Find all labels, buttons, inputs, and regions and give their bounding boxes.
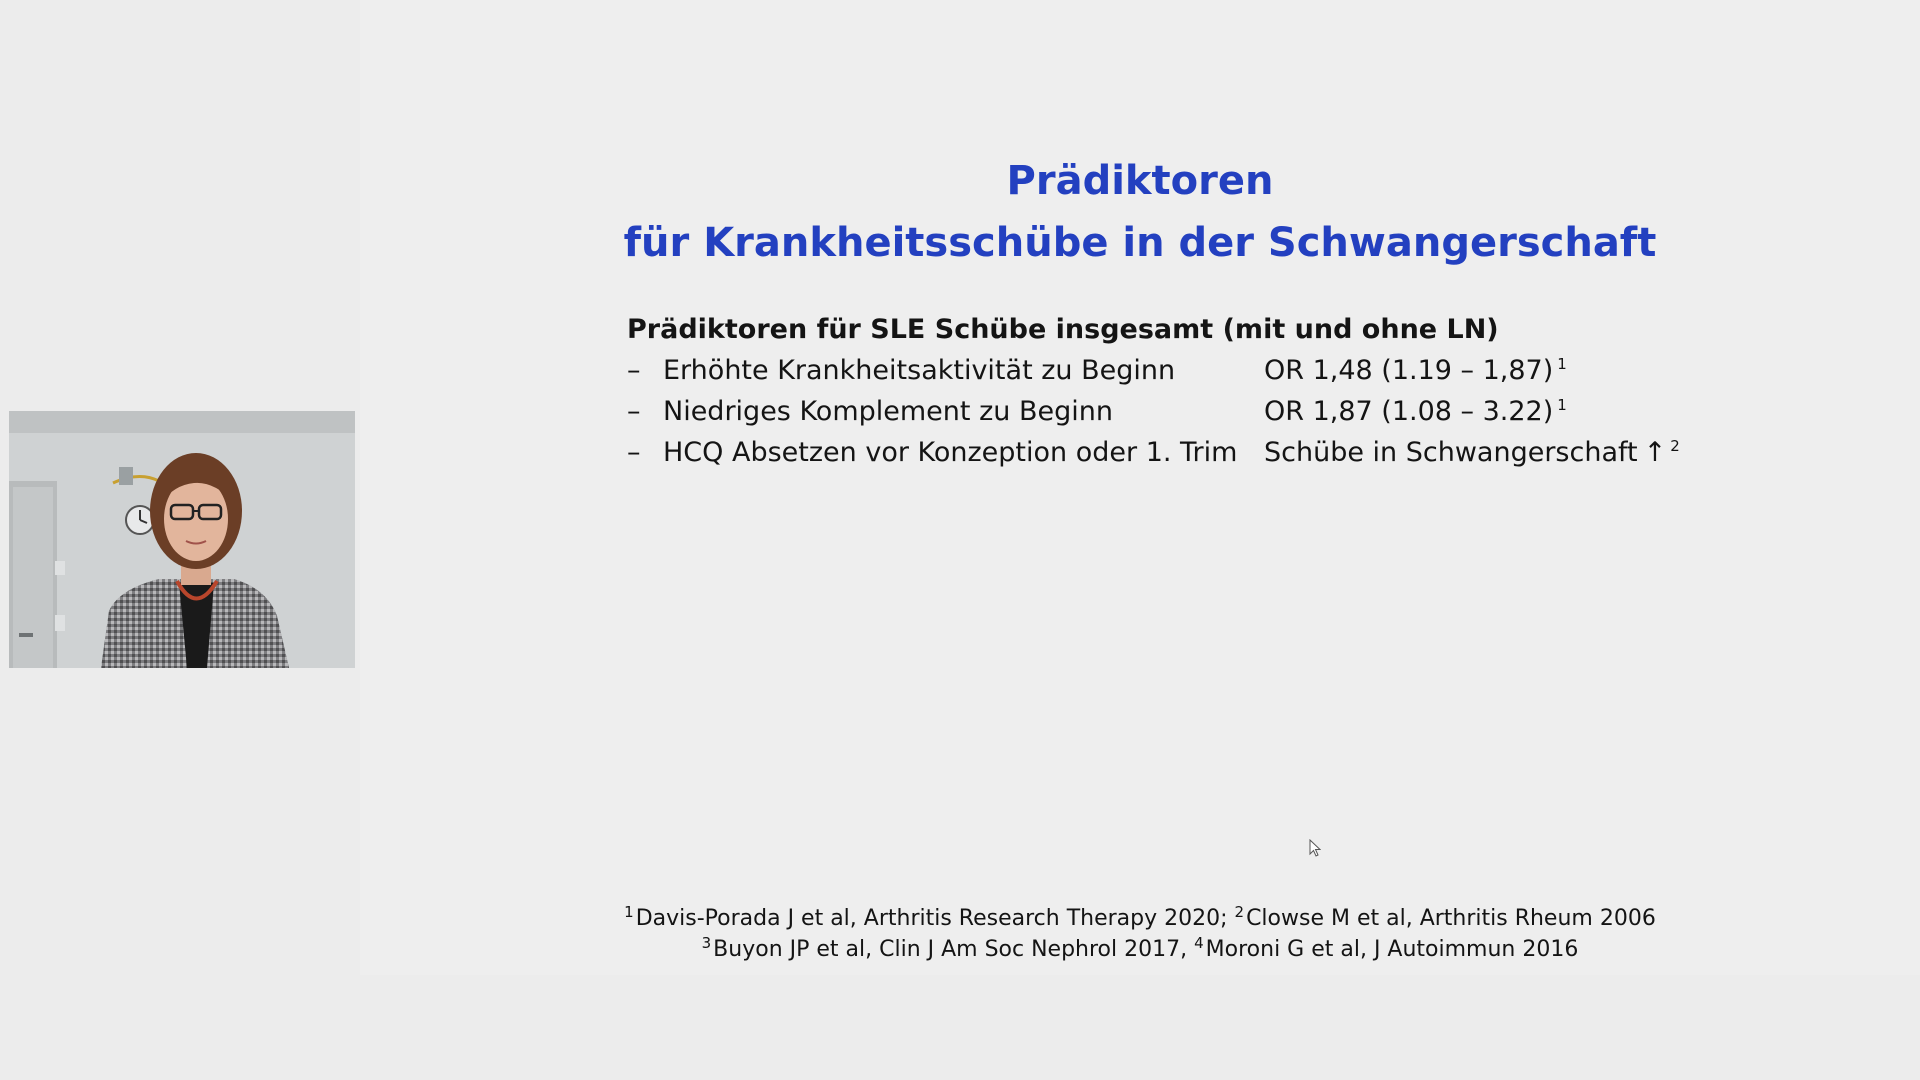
- slide-title: [360, 150, 1920, 274]
- slide-title-line-1: Prädiktoren: [1006, 158, 1274, 204]
- mouse-cursor-icon: [1309, 839, 1321, 857]
- reference-text: Moroni G et al, J Autoimmun 2016: [1205, 937, 1579, 962]
- bullet-dash: –: [627, 437, 641, 468]
- reference-number: 4: [1194, 933, 1204, 952]
- item-value: Schübe in Schwangerschaft: [1264, 437, 1638, 468]
- slide-content: [627, 310, 1827, 473]
- arrow-up-icon: ↑: [1643, 437, 1667, 468]
- slide: [360, 0, 1920, 975]
- list-item: [627, 391, 1827, 432]
- item-reference: 2: [1670, 437, 1680, 455]
- bullet-dash: –: [627, 396, 641, 427]
- item-reference: 1: [1557, 396, 1567, 414]
- presenter-video-icon: [9, 411, 355, 668]
- reference-text: Davis-Porada J et al, Arthritis Research Therapy 2020;: [635, 906, 1235, 931]
- item-reference: 1: [1557, 355, 1567, 373]
- item-value: OR 1,87 (1.08 – 3.22): [1264, 396, 1554, 427]
- item-value-group: [1264, 432, 1680, 473]
- reference-number: 3: [701, 933, 712, 952]
- references: [360, 903, 1920, 965]
- reference-number: 1: [624, 902, 634, 921]
- list-item: [627, 432, 1827, 473]
- item-label: HCQ Absetzen vor Konzeption oder 1. Trim: [663, 437, 1238, 468]
- reference-text: Clowse M et al, Arthritis Rheum 2006: [1246, 906, 1656, 931]
- slide-title-line-2: für Krankheitsschübe in der Schwangerschaft: [623, 220, 1657, 266]
- reference-text: Buyon JP et al, Clin J Am Soc Nephrol 2017,: [713, 937, 1195, 962]
- item-label: Erhöhte Krankheitsaktivität zu Beginn: [663, 355, 1176, 386]
- item-value: OR 1,48 (1.19 – 1,87): [1264, 355, 1554, 386]
- section-heading: Prädiktoren für SLE Schübe insgesamt (mit und ohne LN): [627, 314, 1499, 345]
- reference-line-2: [360, 934, 1920, 965]
- item-value-group: [1264, 350, 1567, 391]
- item-label: Niedriges Komplement zu Beginn: [663, 396, 1113, 427]
- presenter-webcam[interactable]: [9, 411, 355, 668]
- bullet-dash: –: [627, 355, 641, 386]
- item-value-group: [1264, 391, 1567, 432]
- reference-line-1: [360, 903, 1920, 934]
- list-item: [627, 350, 1827, 391]
- reference-number: 2: [1234, 902, 1245, 921]
